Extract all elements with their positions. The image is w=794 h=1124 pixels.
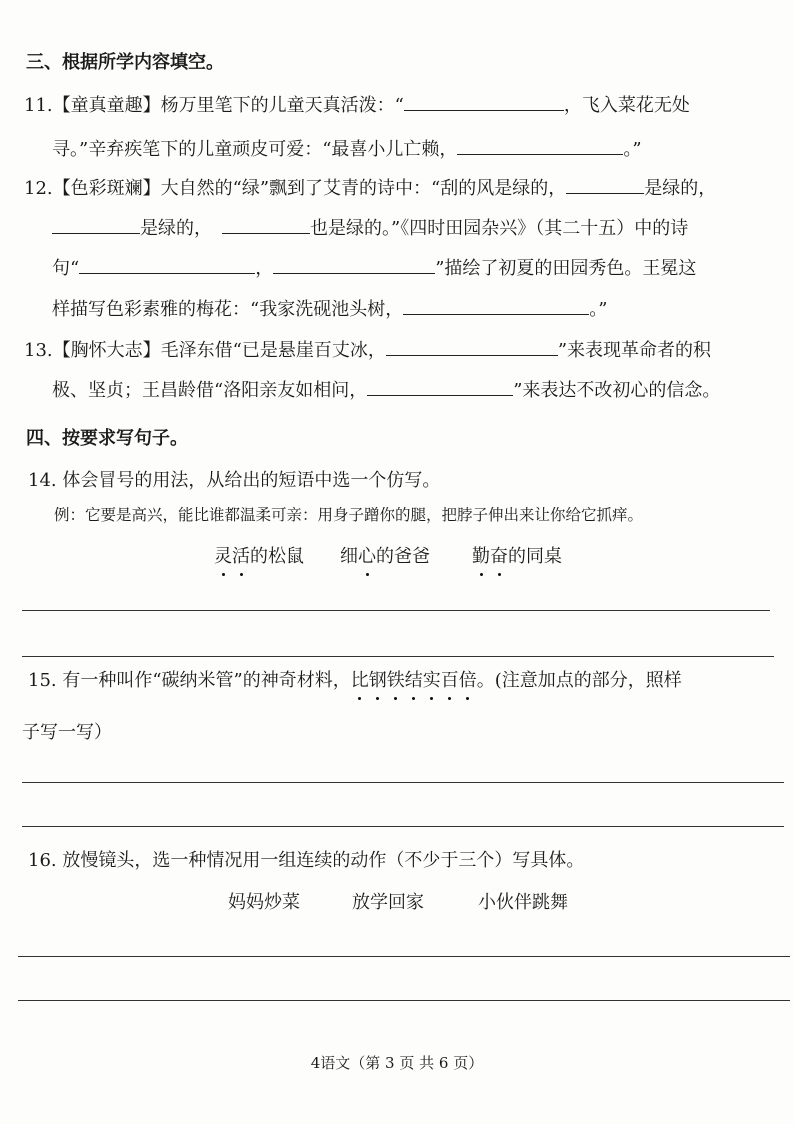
dotted-text bbox=[351, 670, 477, 691]
question-14-prompt: 14. 体会冒号的用法，从给出的短语中选一个仿写。 bbox=[28, 470, 441, 491]
q13-text-4: ”来表达不改初心的信念。 bbox=[513, 380, 721, 401]
answer-line-16-2[interactable] bbox=[18, 1000, 790, 1001]
q13-text-1: 13.【胸怀大志】毛泽东借“已是悬崖百丈冰， bbox=[24, 340, 386, 361]
question-13-line-1 bbox=[24, 337, 711, 364]
q13-blank-1[interactable] bbox=[386, 337, 558, 356]
question-12-line-4 bbox=[52, 296, 607, 323]
q11-blank-1[interactable] bbox=[404, 92, 564, 111]
q11-text-1: 11.【童真童趣】杨万里笔下的儿童天真活泼：“ bbox=[24, 95, 404, 116]
q15-text-1: 15. 有一种叫作“碳纳米管”的神奇材料， bbox=[28, 670, 351, 691]
q11-text-3: 寻。”辛弃疾笔下的儿童顽皮可爱：“最喜小儿亡赖， bbox=[52, 139, 458, 160]
q13-text-2: ”来表现革命者的积 bbox=[557, 340, 712, 361]
question-12-line-3 bbox=[52, 255, 696, 282]
question-11-line-2 bbox=[52, 136, 642, 163]
q12-text-7: ”描绘了初夏的田园秀色。王冕这 bbox=[435, 258, 697, 279]
phrase-text: 的爸爸 bbox=[376, 546, 430, 567]
q12-blank-4[interactable] bbox=[79, 255, 255, 274]
q12-text-1: 12.【色彩斑斓】大自然的“绿”飘到了艾青的诗中：“刮的风是绿的， bbox=[24, 178, 567, 199]
answer-line-15-1[interactable] bbox=[22, 782, 784, 783]
q12-text-8: 样描写色彩素雅的梅花：“我家洗砚池头树， bbox=[52, 299, 404, 320]
phrase-text: 的松鼠 bbox=[250, 546, 304, 567]
answer-line-14-1[interactable] bbox=[22, 610, 770, 611]
dotted-char: 勤 bbox=[472, 544, 490, 570]
answer-line-16-1[interactable] bbox=[18, 956, 790, 957]
question-16-prompt: 16. 放慢镜头，选一种情况用一组连续的动作（不少于三个）写具体。 bbox=[28, 850, 585, 871]
q12-text-3: 是绿的， bbox=[140, 218, 212, 239]
phrase-text: 细 bbox=[340, 546, 358, 567]
q15-text-2: 。(注意加点的部分，照样 bbox=[476, 670, 682, 691]
q12-text-4: 也是绿的。”《四时田园杂兴》（其二十五）中的诗 bbox=[310, 218, 689, 239]
dotted-char: 倍 bbox=[459, 668, 477, 694]
answer-line-14-2[interactable] bbox=[22, 656, 774, 657]
q12-text-9: 。” bbox=[589, 299, 608, 320]
dotted-char: 实 bbox=[423, 668, 441, 694]
question-15-line-2: 子写一写） bbox=[22, 722, 112, 743]
phrase-friends-dancing: 小伙伴跳舞 bbox=[478, 892, 568, 913]
dotted-text bbox=[214, 546, 250, 567]
phrase-text: 的同桌 bbox=[508, 546, 562, 567]
dotted-char: 钢 bbox=[369, 668, 387, 694]
q13-blank-2[interactable] bbox=[367, 377, 513, 396]
q11-text-4: 。” bbox=[623, 139, 642, 160]
dotted-text bbox=[472, 546, 508, 567]
q13-text-3: 极、坚贞；王昌龄借“洛阳亲友如相问， bbox=[52, 380, 368, 401]
q12-blank-5[interactable] bbox=[273, 255, 435, 274]
phrase-mom-cooking: 妈妈炒菜 bbox=[228, 892, 300, 913]
phrase-squirrel bbox=[214, 544, 304, 570]
q11-blank-2[interactable] bbox=[457, 136, 623, 155]
section-3-title: 三、根据所学内容填空。 bbox=[26, 52, 224, 73]
q12-blank-6[interactable] bbox=[403, 296, 589, 315]
dotted-text: 心 bbox=[358, 544, 376, 570]
question-12-line-1 bbox=[24, 175, 716, 202]
page-footer: 4语文（第 3 页 共 6 页） bbox=[310, 1054, 484, 1072]
question-12-line-2 bbox=[52, 215, 688, 242]
question-14-example: 例：它要是高兴，能比谁都温柔可亲：用身子蹭你的腿，把脖子伸出来让你给它抓痒。 bbox=[54, 506, 644, 524]
q11-text-2: ，飞入菜花无处 bbox=[563, 95, 690, 116]
dotted-char: 比 bbox=[351, 668, 369, 694]
q12-text-5: 句“ bbox=[52, 258, 80, 279]
q12-blank-3[interactable] bbox=[222, 215, 310, 234]
question-13-line-2 bbox=[52, 377, 720, 404]
answer-line-15-2[interactable] bbox=[22, 826, 784, 827]
phrase-dad bbox=[340, 544, 430, 570]
phrase-going-home: 放学回家 bbox=[352, 892, 424, 913]
q12-blank-1[interactable] bbox=[566, 175, 644, 194]
dotted-char: 结 bbox=[405, 668, 423, 694]
phrase-deskmate bbox=[472, 544, 562, 570]
dotted-char: 铁 bbox=[387, 668, 405, 694]
q15-dotted bbox=[351, 670, 477, 691]
dotted-char: 灵 bbox=[214, 544, 232, 570]
question-15-line-1 bbox=[28, 668, 682, 694]
dotted-char: 百 bbox=[441, 668, 459, 694]
dotted-char: 奋 bbox=[490, 544, 508, 570]
section-4-title: 四、按要求写句子。 bbox=[26, 428, 188, 449]
q12-text-2: 是绿的， bbox=[644, 178, 717, 199]
q12-text-6: ， bbox=[255, 258, 274, 279]
question-11-line-1 bbox=[24, 92, 690, 119]
dotted-char: 活 bbox=[232, 544, 250, 570]
q12-blank-2[interactable] bbox=[52, 215, 140, 234]
